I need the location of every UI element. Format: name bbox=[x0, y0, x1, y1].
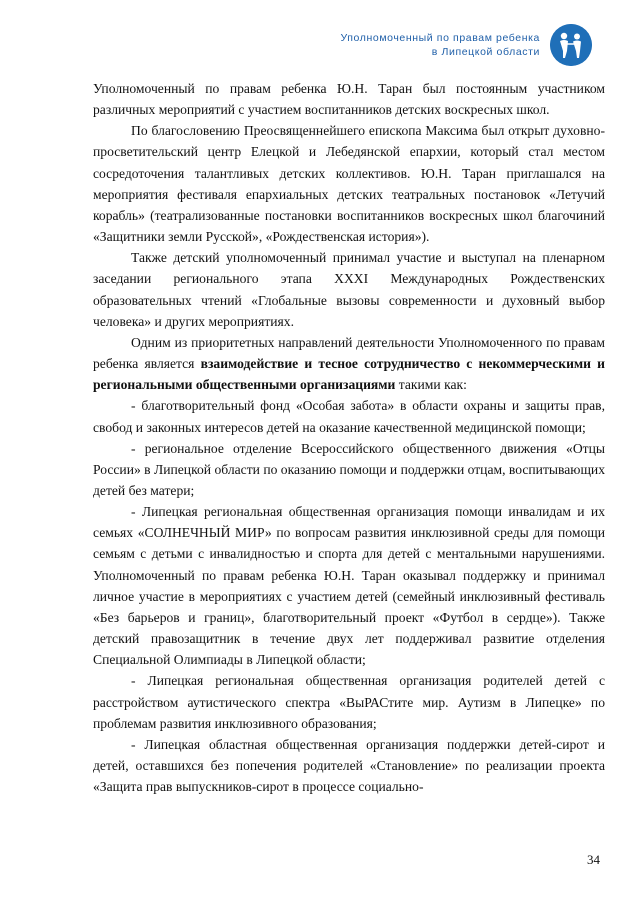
paragraph-p1 bbox=[93, 78, 605, 120]
text-run: Также детский уполномоченный принимал участие и выступал на пленарном заседании регионального этапа XXXI Международных Рождественских образовательных чтений «Глобальные вызовы современности и духовный выбор человека» и других мероприятиях. bbox=[93, 250, 605, 329]
paragraph-p6 bbox=[93, 438, 605, 501]
text-run: - региональное отделение Всероссийского общественного движения «Отцы России» в Липецкой области по оказанию помощи и поддержки отцам, воспитывающих детей без матери; bbox=[93, 440, 605, 498]
paragraph-p5 bbox=[93, 395, 605, 437]
text-run: - Липецкая областная общественная организация поддержки детей-сирот и детей, оставшихся без попечения родителей «Становление» по реализации проекта «Защита прав выпускников-сирот в процессе социально- bbox=[93, 736, 605, 795]
paragraph-p7 bbox=[93, 501, 605, 670]
text-run: - Липецкая региональная общественная организация помощи инвалидам и их семьях «СОЛНЕЧНЫЙ МИР» по вопросам развития инклюзивной среды для помощи семьям с детьми с инвалидностью и спорта для детей с ментальными нарушениями. Уполномоченный по правам ребенка Ю.Н. Таран оказывал поддержку и принимал личное участие в мероприятиях с участием детей (семейный инклюзивный фестиваль «Без барьеров и границ», благотворительный проект «Футбол в сердце»). Также детский правозащитник в течение двух лет поддерживал развитие отделения Специальной Олимпиады в Липецкой области; bbox=[93, 504, 605, 668]
paragraph-p8 bbox=[93, 670, 605, 733]
text-run: Уполномоченный по правам ребенка Ю.Н. Таран был постоянным участником различных мероприятий с участием воспитанников детских воскресных школ. bbox=[93, 81, 605, 118]
text-run: По благословению Преосвященнейшего епископа Максима был открыт духовно-просветительский центр Елецкой и Лебедянской епархии, который стал местом сосредоточения талантливых детских коллективов. Ю.Н. Таран приглашался на мероприятия фестиваля епархиальных детских театральных постановок «Летучий корабль» (театрализованные постановки воспитанников воскресных школ благочиний «Защитники земли Русской», «Рождественская история»). bbox=[93, 123, 605, 245]
paragraph-p2 bbox=[93, 120, 605, 247]
page-number: 34 bbox=[587, 852, 600, 867]
children-logo-icon bbox=[550, 24, 592, 66]
header-text bbox=[340, 31, 540, 59]
bold-text: взаимодействие и тесное сотрудничество с некоммерческими и региональными общественными организациями bbox=[93, 356, 605, 393]
header-line-1: Уполномоченный по правам ребенка bbox=[340, 32, 540, 44]
text-run: - благотворительный фонд «Особая забота» в области охраны и защиты прав, свобод и законных интересов детей на оказание качественной медицинской помощи; bbox=[93, 398, 605, 435]
page-header bbox=[340, 24, 592, 66]
paragraph-p4 bbox=[93, 332, 605, 395]
document-body bbox=[93, 78, 605, 797]
paragraph-p3 bbox=[93, 247, 605, 332]
text-run: - Липецкая региональная общественная организация родителей детей с расстройством аутистического спектра «ВыРАСтите мир. Аутизм в Липецке» по проблемам развития инклюзивного образования; bbox=[93, 673, 605, 731]
text-run: Одним из приоритетных направлений деятельности Уполномоченного по правам ребенка является bbox=[93, 334, 605, 372]
header-line-2: в Липецкой области bbox=[431, 46, 540, 58]
text-run: такими как: bbox=[395, 377, 467, 393]
paragraph-p9 bbox=[93, 734, 605, 797]
